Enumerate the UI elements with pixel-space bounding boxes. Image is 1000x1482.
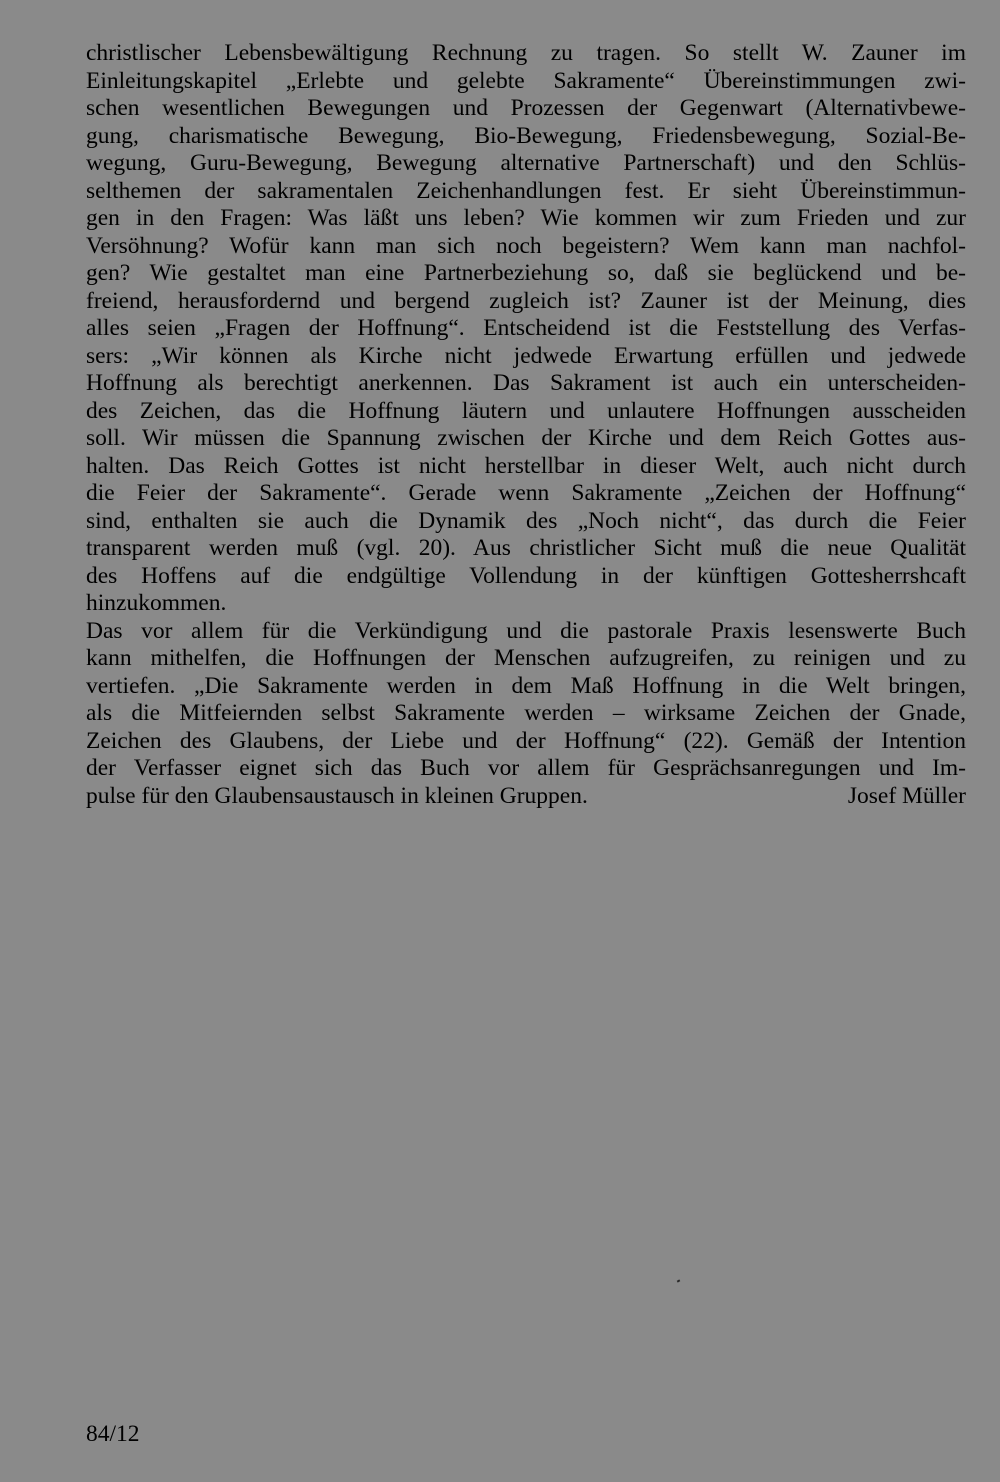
text-line: Hoffnung als berechtigt anerkennen. Das Sakrament ist auch ein unterscheiden- xyxy=(86,370,966,396)
text-line: alles seien „Fragen der Hoffnung“. Entscheidend ist die Feststellung des Verfas- xyxy=(86,315,966,341)
text-line: des Hoffens auf die endgültige Vollendung in der künftigen Gottesherrshcaft xyxy=(86,562,966,589)
final-line-text: pulse für den Glaubensaustausch in kleinen Gruppen. xyxy=(86,782,588,809)
text-line: Einleitungskapitel „Erlebte und gelebte Sakramente“ Übereinstimmungen zwi- xyxy=(86,67,966,94)
text-line: schen wesentlichen Bewegungen und Prozessen der Gegenwart (Alternativbewe- xyxy=(86,95,966,121)
text-line: kann mithelfen, die Hoffnungen der Menschen aufzugreifen, zu reinigen und zu xyxy=(86,645,966,671)
text-line: als die Mitfeiernden selbst Sakramente werden – wirksame Zeichen der Gnade, xyxy=(86,700,966,726)
final-line xyxy=(86,783,966,811)
text-line: die Feier der Sakramente“. Gerade wenn Sakramente „Zeichen der Hoffnung“ xyxy=(86,480,966,506)
text-line: Versöhnung? Wofür kann man sich noch begeistern? Wem kann man nachfol- xyxy=(86,232,966,259)
scan-speck xyxy=(677,1279,681,1282)
text-line: wegung, Guru-Bewegung, Bewegung alternative Partnerschaft) und den Schlüs- xyxy=(86,150,966,176)
text-line: christlischer Lebensbewältigung Rechnung zu tragen. So stellt W. Zauner im xyxy=(86,40,966,66)
text-line: gung, charismatische Bewegung, Bio-Bewegung, Friedensbewegung, Sozial-Be- xyxy=(86,122,966,149)
text-line: gen? Wie gestaltet man eine Partnerbeziehung so, daß sie beglückend und be- xyxy=(86,260,966,286)
text-line: sind, enthalten sie auch die Dynamik des „Noch nicht“, das durch die Feier xyxy=(86,507,966,534)
text-line: vertiefen. „Die Sakramente werden in dem Maß Hoffnung in die Welt bringen, xyxy=(86,672,966,699)
author-signature: Josef Müller xyxy=(847,782,966,809)
page-number: 84/12 xyxy=(86,1421,140,1447)
paragraph-2 xyxy=(86,618,966,811)
text-line: soll. Wir müssen die Spannung zwischen der Kirche und dem Reich Gottes aus- xyxy=(86,425,966,451)
text-line: Zeichen des Glaubens, der Liebe und der Hoffnung“ (22). Gemäß der Intention xyxy=(86,727,966,754)
text-line: selthemen der sakramentalen Zeichenhandlungen fest. Er sieht Übereinstimmun- xyxy=(86,177,966,204)
review-text xyxy=(86,40,966,810)
text-line: hinzukommen. xyxy=(86,590,227,616)
text-line: Das vor allem für die Verkündigung und die pastorale Praxis lesenswerte Buch xyxy=(86,617,966,644)
text-line: gen in den Fragen: Was läßt uns leben? Wie kommen wir zum Frieden und zur xyxy=(86,205,966,231)
text-line: sers: „Wir können als Kirche nicht jedwede Erwartung erfüllen und jedwede xyxy=(86,342,966,369)
paragraph-1 xyxy=(86,40,966,618)
text-line: freiend, herausfordernd und bergend zugleich ist? Zauner ist der Meinung, dies xyxy=(86,287,966,314)
text-line: des Zeichen, das die Hoffnung läutern und unlautere Hoffnungen ausscheiden xyxy=(86,397,966,424)
text-line: halten. Das Reich Gottes ist nicht herstellbar in dieser Welt, auch nicht durch xyxy=(86,452,966,479)
text-line: der Verfasser eignet sich das Buch vor allem für Gesprächsanregungen und Im- xyxy=(86,755,966,781)
text-line: transparent werden muß (vgl. 20). Aus christlicher Sicht muß die neue Qualität xyxy=(86,535,966,561)
